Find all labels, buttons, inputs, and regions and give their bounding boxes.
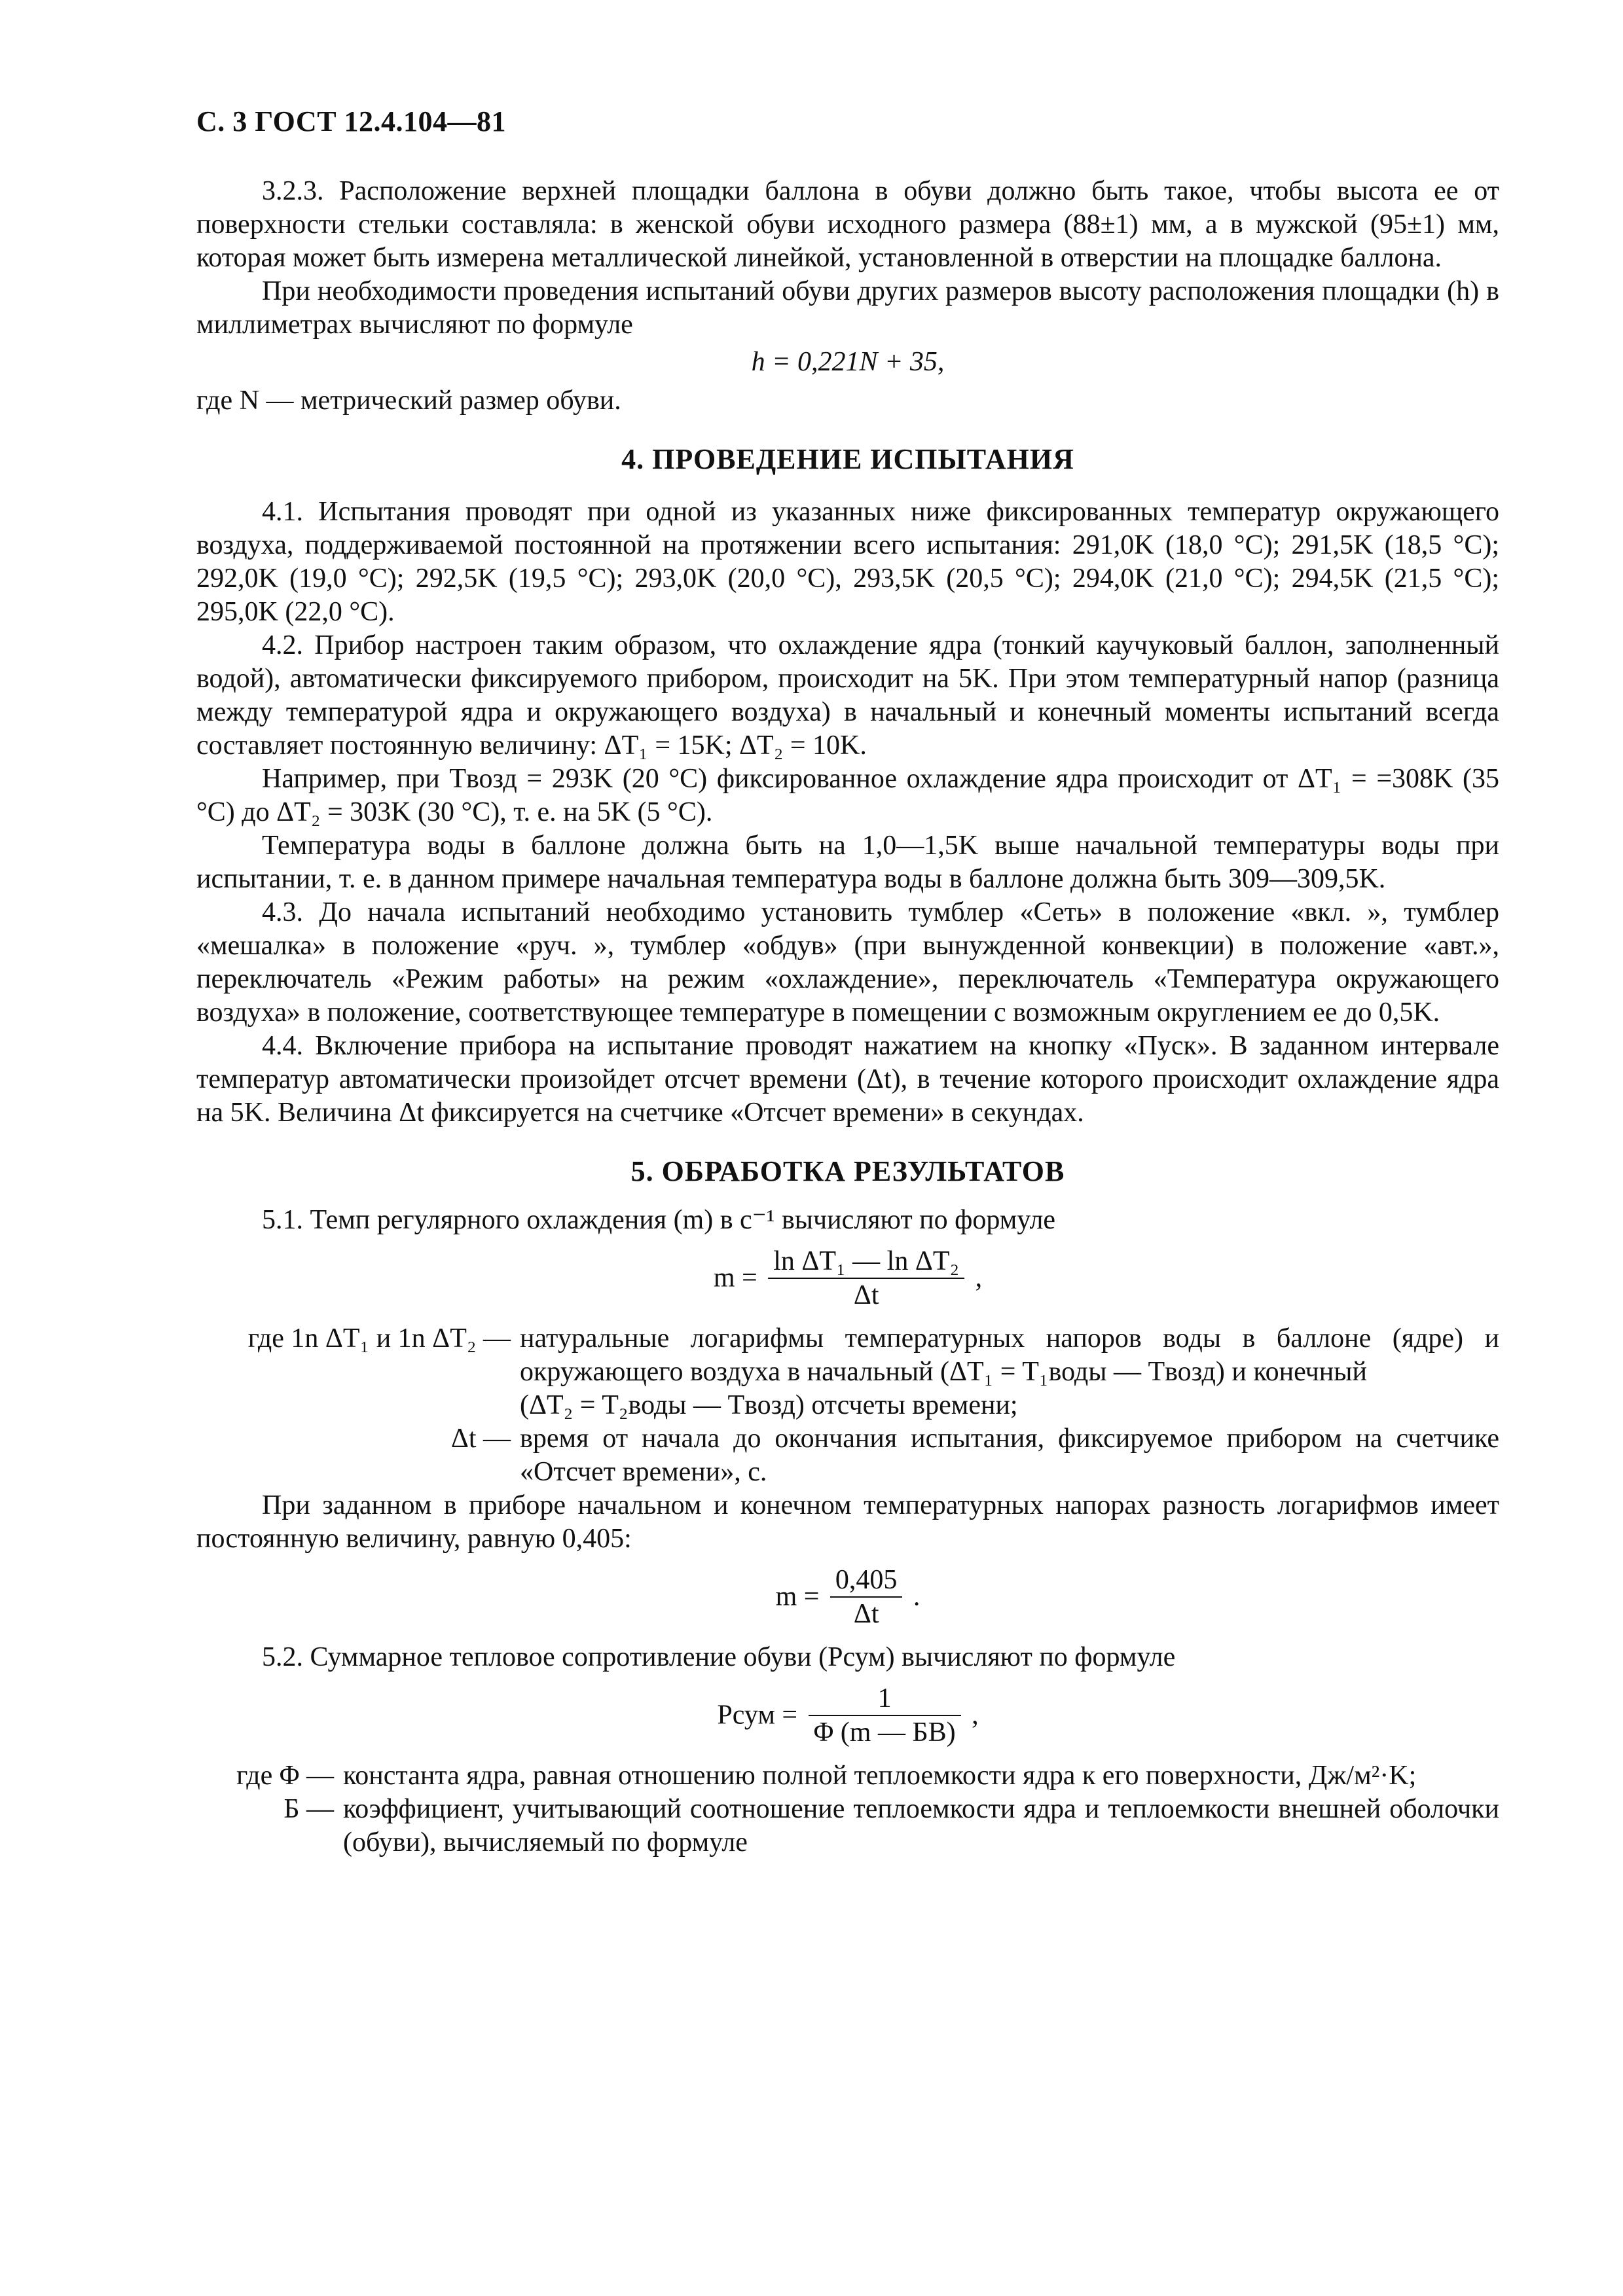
where-description: натуральные логарифмы температурных напоров воды в баллоне (ядре) и окружающего воздуха в начальный (ΔT₁ = T₁воды — Tвозд) и конечный: [520, 1323, 1499, 1387]
formula-thermal-resistance: [196, 1683, 1499, 1748]
formula-cooling-rate: [196, 1246, 1499, 1310]
clause-4-1: 4.1. Испытания проводят при одной из указанных ниже фиксированных температур окружающего воздуха, поддерживаемой постоянной на протяжении всего испытания: 291,0K (18,0 °C); 291,5K (18,5 °C); 292,0K (19,0 °C); 292,5K (19,5 °C); 293,0K (20,0 °C), 293,5K (20,5 °C); 294,0K (21,0 °C); 294,5K (21,5 °C); 295,0K (22,0 °C).: [196, 497, 1499, 627]
page-header: С. 3 ГОСТ 12.4.104—81: [196, 105, 507, 137]
clause-5-2: 5.2. Суммарное тепловое сопротивление обуви (Pсум) вычисляют по формуле: [262, 1642, 1176, 1672]
formula-denominator: Δt: [853, 1280, 879, 1310]
where-description: время от начала до окончания испытания, фиксируемое прибором на счетчике «Отсчет времени», с.: [520, 1424, 1499, 1487]
formula-lhs: m =: [775, 1581, 820, 1612]
height-formula-intro: При необходимости проведения испытаний обуви других размеров высоту расположения площадки (h) в миллиметрах вычисляют по формуле: [196, 276, 1499, 340]
clause-5-1: 5.1. Темп регулярного охлаждения (m) в с⁻¹ вычисляют по формуле: [262, 1205, 1056, 1235]
where-term: где Φ —: [236, 1761, 334, 1791]
formula-height: h = 0,221N + 35,: [751, 347, 945, 377]
where-term: где 1n ΔT₁ и 1n ΔT₂ —: [247, 1323, 511, 1354]
where-description: константа ядра, равная отношению полной теплоемкости ядра к его поверхности, Дж/м²·K;: [343, 1761, 1417, 1791]
formula-fraction: [830, 1565, 903, 1629]
formula-tail: ,: [972, 1700, 979, 1731]
where-ln-row: [196, 1322, 1499, 1389]
document-page: [196, 105, 1499, 1859]
clause-4-2: 4.2. Прибор настроен таким образом, что охлаждение ядра (тонкий каучуковый баллон, заполненный водой), автоматически фиксируемого прибором, происходит на 5K. При этом температурный напор (разница между температурой ядра и окружающего воздуха) в начальный и конечный моменты испытаний всегда составляет постоянную величину: ΔT₁ = 15K; ΔT₂ = 10K.: [196, 630, 1499, 761]
log-difference-paragraph: При заданном в приборе начальном и конечном температурных напорах разность логарифмов имеет постоянную величину, равную 0,405:: [196, 1490, 1499, 1554]
formula-cooling-rate-constant: [196, 1565, 1499, 1629]
water-temperature-paragraph: Температура воды в баллоне должна быть на 1,0—1,5K выше начальной температуры воды при испытании, т. е. в данном примере начальная температура воды в баллоне должна быть 309—309,5K.: [196, 831, 1499, 894]
where-description: (ΔT₂ = T₂воды — Tвозд) отсчеты времени;: [520, 1390, 1018, 1420]
where-n-definition: где N — метрический размер обуви.: [196, 386, 621, 416]
example-paragraph: Например, при Tвозд = 293K (20 °C) фиксированное охлаждение ядра происходит от ΔT₁ = =308K (35 °C) до ΔT₂ = 303K (30 °C), т. е. на 5K (5 °C).: [196, 764, 1499, 827]
section-4-title: 4. ПРОВЕДЕНИЕ ИСПЫТАНИЯ: [621, 443, 1074, 475]
clause-4-4: 4.4. Включение прибора на испытание проводят нажатием на кнопку «Пуск». В заданном интервале температур автоматически произойдет отсчет времени (Δt), в течение которого происходит охлаждение ядра на 5K. Величина Δt фиксируется на счетчике «Отсчет времени» в секундах.: [196, 1031, 1499, 1128]
formula-numerator: ln ΔT₁ — ln ΔT₂: [768, 1246, 964, 1279]
formula-numerator: 0,405: [830, 1565, 903, 1598]
where-term: Δt —: [450, 1424, 511, 1454]
section-5-title: 5. ОБРАБОТКА РЕЗУЛЬТАТОВ: [630, 1155, 1065, 1187]
formula-lhs: Pсум =: [717, 1700, 798, 1731]
clause-3-2-3: 3.2.3. Расположение верхней площадки баллона в обуви должно быть такое, чтобы высота ее от поверхности стельки составляла: в женской обуви исходного размера (88±1) мм, а в мужской (95±1) мм, которая может быть измерена металлической линейкой, установленной в отверстии на площадке баллона.: [196, 176, 1499, 273]
where-description: коэффициент, учитывающий соотношение теплоемкости ядра и теплоемкости внешней оболочки (обуви), вычисляемый по формуле: [343, 1794, 1499, 1857]
formula-denominator: Φ (m — БB): [813, 1717, 956, 1748]
where-ln-continuation-row: [196, 1389, 1499, 1422]
where-dt-row: [196, 1422, 1499, 1489]
formula-tail: .: [913, 1581, 921, 1612]
formula-lhs: m =: [713, 1263, 757, 1293]
clause-4-3: 4.3. До начала испытаний необходимо установить тумблер «Сеть» в положение «вкл. », тумблер «мешалка» в положение «руч. », тумблер «обдув» (при вынужденной конвекции) в положение «авт.», переключатель «Режим работы» на режим «охлаждение», переключатель «Температура окружающего воздуха» в положение, соответствующее температуре в помещении с возможным округлением ее до 0,5K.: [196, 897, 1499, 1028]
formula-tail: ,: [975, 1263, 983, 1293]
where-b-row: [196, 1793, 1499, 1859]
where-term: Б —: [283, 1794, 334, 1824]
formula-numerator: 1: [809, 1683, 961, 1716]
formula-fraction: [809, 1683, 961, 1748]
formula-denominator: Δt: [853, 1599, 879, 1629]
formula-fraction: [768, 1246, 964, 1310]
where-phi-row: [196, 1759, 1499, 1793]
